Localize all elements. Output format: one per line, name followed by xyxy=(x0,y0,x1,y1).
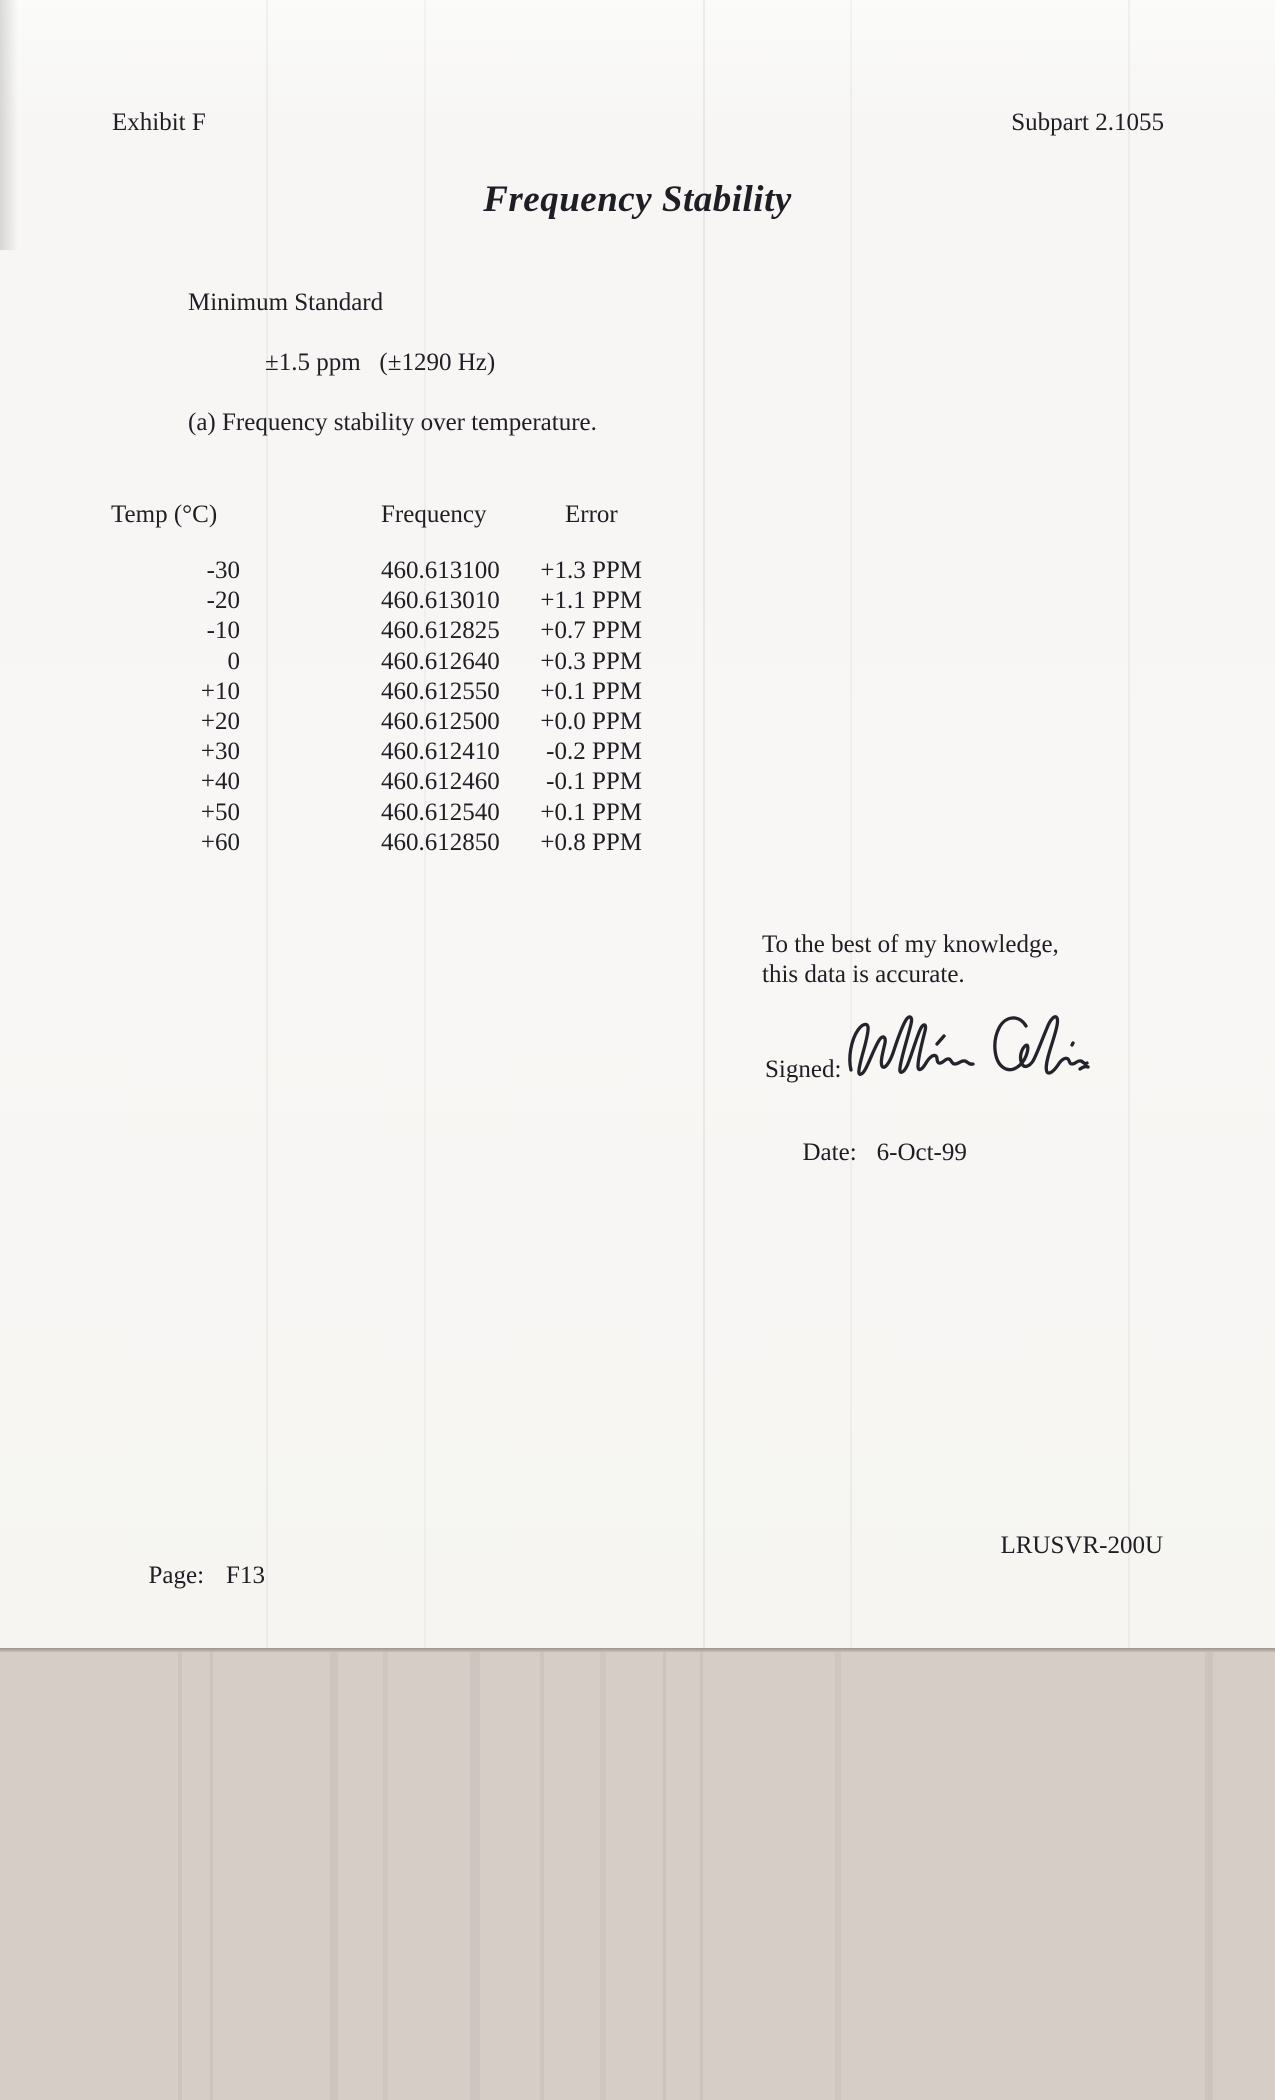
handwritten-signature-icon xyxy=(841,1004,1091,1098)
temp-cell: +60 xyxy=(200,828,240,856)
scan-streak xyxy=(540,1652,544,2100)
document-id: LRUSVR-200U xyxy=(1000,1532,1163,1559)
footer-page xyxy=(111,1531,265,1621)
table-row xyxy=(0,798,700,828)
temp-cell: +10 xyxy=(200,677,240,705)
table-row xyxy=(0,677,700,707)
frequency-cell: 460.612460 xyxy=(381,768,500,796)
temp-cell: -30 xyxy=(206,557,240,584)
error-cell: +0.3 PPM xyxy=(540,647,642,675)
page-title: Frequency Stability xyxy=(483,179,792,220)
frequency-cell: 460.613100 xyxy=(381,557,500,584)
error-cell: -0.1 PPM xyxy=(546,768,642,796)
table-row xyxy=(0,616,700,646)
scan-streak xyxy=(600,1652,606,2100)
temp-cell: -20 xyxy=(206,587,240,615)
error-cell: +0.8 PPM xyxy=(540,828,642,856)
frequency-cell: 460.612640 xyxy=(381,647,500,675)
error-cell: -0.2 PPM xyxy=(546,738,642,766)
error-cell: +0.7 PPM xyxy=(540,617,642,645)
table-row xyxy=(0,586,700,616)
column-header-error: Error xyxy=(565,501,618,528)
page-number: F13 xyxy=(226,1562,265,1589)
scan-streak xyxy=(330,1652,338,2100)
scan-streak xyxy=(210,1652,213,2100)
temp-cell: +40 xyxy=(200,768,240,796)
section-a-caption: (a) Frequency stability over temperature. xyxy=(188,409,597,436)
date-line xyxy=(765,1108,967,1198)
temp-cell: -10 xyxy=(206,617,240,645)
scan-streak xyxy=(383,1652,388,2100)
error-cell: +1.3 PPM xyxy=(540,557,642,584)
subpart-label: Subpart 2.1055 xyxy=(1011,109,1164,136)
scan-streak xyxy=(1128,0,1130,1648)
scan-streak xyxy=(1205,1652,1213,2100)
scan-streak xyxy=(663,1652,666,2100)
table-row xyxy=(0,828,700,858)
temp-cell: +20 xyxy=(200,707,240,735)
table-row xyxy=(0,767,700,797)
frequency-cell: 460.612825 xyxy=(381,617,500,645)
temp-cell: +50 xyxy=(200,798,240,826)
frequency-cell: 460.612540 xyxy=(381,798,500,826)
frequency-cell: 460.613010 xyxy=(381,587,500,615)
date-value: 6-Oct-99 xyxy=(876,1139,967,1166)
error-cell: +0.0 PPM xyxy=(540,707,642,735)
table-row xyxy=(0,737,700,767)
page-label: Page: xyxy=(148,1562,205,1589)
frequency-cell: 460.612850 xyxy=(381,828,500,856)
temp-cell: 0 xyxy=(227,647,240,675)
scan-streak xyxy=(835,1652,841,2100)
scan-streak xyxy=(703,0,705,1648)
date-label: Date: xyxy=(802,1139,857,1166)
table-row xyxy=(0,707,700,737)
frequency-cell: 460.612550 xyxy=(381,677,500,705)
column-header-frequency: Frequency xyxy=(381,501,487,528)
scan-streak xyxy=(178,1652,182,2100)
scan-streak xyxy=(850,0,852,1648)
error-cell: +1.1 PPM xyxy=(540,587,642,615)
attestation-line2: this data is accurate. xyxy=(762,961,965,988)
signed-label: Signed: xyxy=(765,1056,842,1083)
temp-cell: +30 xyxy=(200,738,240,766)
table-body xyxy=(0,556,700,858)
exhibit-label: Exhibit F xyxy=(112,109,206,136)
table-row xyxy=(0,556,700,586)
scanner-backing xyxy=(0,1652,1275,2100)
attestation-line1: To the best of my knowledge, xyxy=(762,931,1059,958)
table-row xyxy=(0,647,700,677)
frequency-cell: 460.612410 xyxy=(381,738,500,766)
frequency-cell: 460.612500 xyxy=(381,707,500,735)
scan-streak xyxy=(470,1652,480,2100)
column-header-temp: Temp (°C) xyxy=(111,501,218,528)
scan-streak xyxy=(700,1652,703,2100)
minimum-standard-value: ±1.5 ppm (±1290 Hz) xyxy=(265,349,496,376)
error-cell: +0.1 PPM xyxy=(540,677,642,705)
minimum-standard-label: Minimum Standard xyxy=(188,289,384,316)
error-cell: +0.1 PPM xyxy=(540,798,642,826)
